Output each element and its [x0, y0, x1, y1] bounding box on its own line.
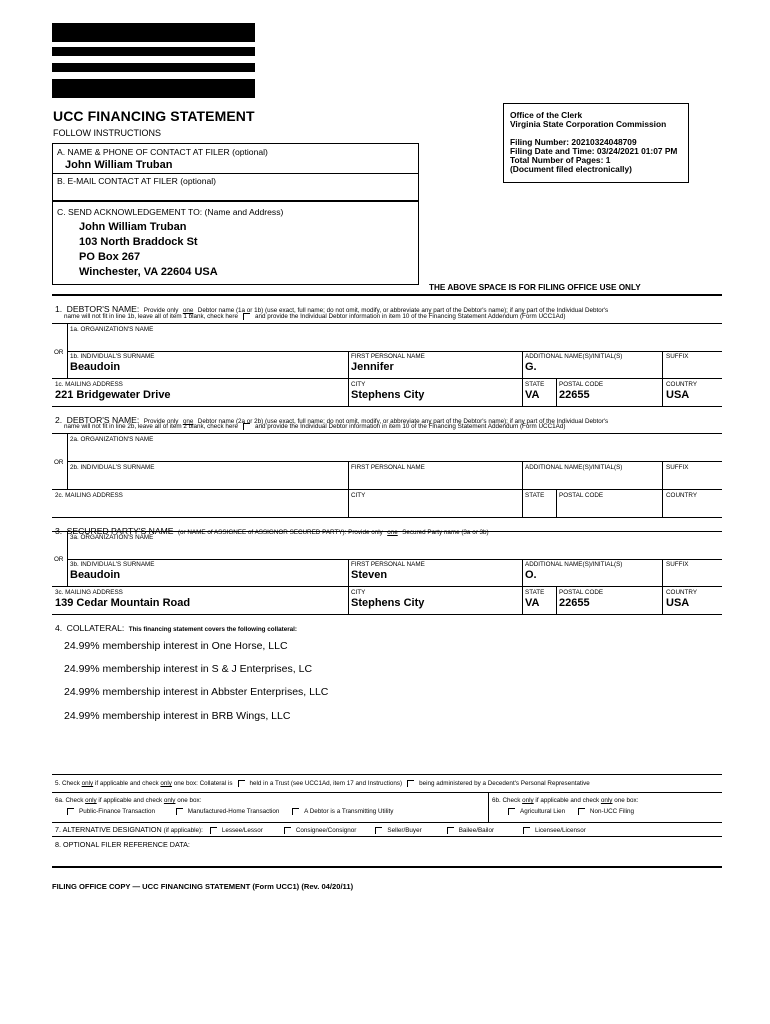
debtor1-state-label: STATE [525, 381, 545, 388]
office-line2: Virginia State Corporation Commission [510, 119, 667, 130]
above-space-note: THE ABOVE SPACE IS FOR FILING OFFICE USE ONLY [429, 283, 641, 292]
debtor1-state: VA [525, 389, 540, 401]
item8-label: 8. OPTIONAL FILER REFERENCE DATA: [55, 840, 190, 849]
section-a-b [52, 143, 419, 201]
debtor1-mail: 221 Bridgewater Drive [55, 389, 171, 401]
filing-office-box [503, 103, 689, 183]
debtor1-country: USA [666, 389, 690, 401]
form-footer: FILING OFFICE COPY — UCC FINANCING STATEMENT (Form UCC1) (Rev. 04/20/11) [52, 882, 354, 891]
debtor1-country-label: COUNTRY [666, 381, 698, 388]
debtor1-addl: G. [525, 361, 537, 373]
secured-postal: 22655 [559, 597, 590, 609]
item5-decedent-checkbox[interactable] [407, 780, 414, 787]
ack-line3: PO Box 267 [79, 251, 141, 263]
ack-line4: Winchester, VA 22604 USA [79, 266, 218, 278]
debtor1-postal-label: POSTAL CODE [559, 381, 604, 388]
secured-mail-label: 3c. MAILING ADDRESS [55, 589, 123, 596]
debtor2-first-label: FIRST PERSONAL NAME [351, 464, 425, 471]
secured-country-label: COUNTRY [666, 589, 698, 596]
debtor2-postal-label: POSTAL CODE [559, 492, 604, 499]
section-c-label: C. SEND ACKNOWLEDGEMENT TO: (Name and Address) [57, 207, 284, 217]
collateral-item-3: 24.99% membership interest in Abbster Enterprises, LLC [64, 686, 329, 698]
debtor2-state-label: STATE [525, 492, 545, 499]
secured-state-label: STATE [525, 589, 545, 596]
debtor1-suffix-label: SUFFIX [666, 353, 689, 360]
filed-electronically: (Document filed electronically) [510, 164, 632, 175]
office-line1: Office of the Clerk [510, 110, 583, 120]
follow-instructions: FOLLOW INSTRUCTIONS [53, 128, 162, 138]
public-finance-checkbox[interactable] [67, 808, 74, 815]
secured-addl-label: ADDITIONAL NAME(S)/INITIAL(S) [525, 561, 623, 568]
ack-line1: John William Truban [79, 221, 187, 233]
collateral-item-1: 24.99% membership interest in One Horse, LLC [64, 640, 288, 652]
secured-country: USA [666, 597, 690, 609]
section-a-label: A. NAME & PHONE OF CONTACT AT FILER (optional) [57, 147, 268, 157]
secured-or: OR [54, 556, 64, 563]
secured-mail: 139 Cedar Mountain Road [55, 597, 191, 609]
filing-number: Filing Number: 20210324048709 [510, 136, 637, 147]
debtor1-surname-label: 1b. INDIVIDUAL'S SURNAME [70, 353, 155, 360]
manufactured-home-checkbox[interactable] [176, 808, 183, 815]
secured-state: VA [525, 597, 540, 609]
item6a-options: Public-Finance Transaction Manufactured-Home Transaction A Debtor is a Transmitting Utility [62, 808, 393, 815]
total-pages: Total Number of Pages: 1 [510, 155, 611, 166]
header-bar-2 [52, 47, 255, 56]
ack-line2: 103 North Braddock St [79, 236, 198, 248]
debtor2-addl-label: ADDITIONAL NAME(S)/INITIAL(S) [525, 464, 623, 471]
collateral-item-2: 24.99% membership interest in S & J Enterprises, LC [64, 663, 313, 675]
item6a-header: 6a. Check only if applicable and check only one box: [55, 797, 202, 804]
section-c [52, 201, 419, 285]
header-bar-3 [52, 63, 255, 72]
secured-first: Steven [351, 569, 388, 581]
debtor2-suffix-label: SUFFIX [666, 464, 689, 471]
secured-surname-label: 3b. INDIVIDUAL'S SURNAME [70, 561, 155, 568]
secured-addl: O. [525, 569, 537, 581]
non-ucc-checkbox[interactable] [578, 808, 585, 815]
debtor1-instructions: 1. DEBTOR'S NAME: Provide only one Debtor name (1a or 1b) (use exact, full name; do not omit, modify, or abbreviate any part of the Debtor's name); if any part of the Individual Debtor's [55, 304, 609, 314]
bailee-bailor-checkbox[interactable] [447, 827, 454, 834]
collateral-header: 4. COLLATERAL: This financing statement covers the following collateral: [55, 623, 298, 633]
debtor2-country-label: COUNTRY [666, 492, 698, 499]
header-bar-4 [52, 79, 255, 98]
debtor1-checkbox[interactable] [243, 313, 250, 320]
debtor2-city-label: CITY [351, 492, 366, 499]
debtor1-mail-label: 1c. MAILING ADDRESS [55, 381, 123, 388]
secured-suffix-label: SUFFIX [666, 561, 689, 568]
debtor1-city: Stephens City [351, 389, 425, 401]
debtor2-org-label: 2a. ORGANIZATION'S NAME [70, 436, 154, 443]
form-title: UCC FINANCING STATEMENT [53, 108, 255, 124]
section-b-label: B. E-MAIL CONTACT AT FILER (optional) [57, 176, 217, 186]
licensee-licensor-checkbox[interactable] [523, 827, 530, 834]
filing-date: Filing Date and Time: 03/24/2021 01:07 PM [510, 145, 678, 156]
header-bar-1 [52, 23, 255, 42]
item5-trust-checkbox[interactable] [238, 780, 245, 787]
secured-city-label: CITY [351, 589, 366, 596]
consignee-consignor-checkbox[interactable] [284, 827, 291, 834]
debtor1-first: Jennifer [351, 361, 394, 373]
secured-org-label: 3a. ORGANIZATION'S NAME [70, 534, 154, 541]
debtor2-surname-label: 2b. INDIVIDUAL'S SURNAME [70, 464, 155, 471]
lessee-lessor-checkbox[interactable] [210, 827, 217, 834]
debtor2-or: OR [54, 459, 64, 466]
agricultural-lien-checkbox[interactable] [508, 808, 515, 815]
debtor2-mail-label: 2c. MAILING ADDRESS [55, 492, 123, 499]
item5: 5. Check only if applicable and check only one box: Collateral is held in a Trust (see UCC1Ad, item 17 and Instructions) being administered by a Decedent's Personal Representative [55, 780, 590, 788]
secured-postal-label: POSTAL CODE [559, 589, 604, 596]
seller-buyer-checkbox[interactable] [375, 827, 382, 834]
collateral-item-4: 24.99% membership interest in BRB Wings, LLC [64, 710, 291, 722]
transmitting-utility-checkbox[interactable] [292, 808, 299, 815]
debtor1-addl-label: ADDITIONAL NAME(S)/INITIAL(S) [525, 353, 623, 360]
debtor1-surname: Beaudoin [70, 361, 121, 373]
debtor1-postal: 22655 [559, 389, 590, 401]
section-a-value: John William Truban [65, 159, 173, 171]
debtor1-org-label: 1a. ORGANIZATION'S NAME [70, 326, 154, 333]
debtor2-instructions: 2. DEBTOR'S NAME: Provide only one Debtor name (2a or 2b) (use exact, full name; do not omit, modify, or abbreviate any part of the Debtor's name); if any part of the Individual Debtor's [55, 415, 609, 425]
debtor1-city-label: CITY [351, 381, 366, 388]
secured-city: Stephens City [351, 597, 425, 609]
debtor2-checkbox[interactable] [243, 423, 250, 430]
item6b-header: 6b. Check only if applicable and check only one box: [492, 797, 639, 804]
debtor2-instructions-2: name will not fit in line 2b, leave all of item 2 blank, check here and provide the Individual Debtor information in item 10 of the Financing Statement Addendum (Form UCC1Ad) [64, 423, 566, 431]
debtor1-or: OR [54, 349, 64, 356]
item7: 7. ALTERNATIVE DESIGNATION (if applicable): Lessee/Lessor Consignee/Consignor Seller/Buyer Bailee/Bailor Licensee/Licensor [55, 825, 586, 834]
debtor1-first-label: FIRST PERSONAL NAME [351, 353, 425, 360]
secured-instructions: 3. SECURED PARTY'S NAME (or NAME of ASSIGNEE of ASSIGNOR SECURED PARTY): Provide only one Secured Party name (3a or 3b) [55, 526, 489, 536]
debtor1-instructions-2: name will not fit in line 1b, leave all of item 1 blank, check here and provide the Individual Debtor information in item 10 of the Financing Statement Addendum (Form UCC1Ad) [64, 313, 566, 321]
secured-surname: Beaudoin [70, 569, 121, 581]
item6b-options: Agricultural Lien Non-UCC Filing [503, 808, 634, 815]
secured-first-label: FIRST PERSONAL NAME [351, 561, 425, 568]
